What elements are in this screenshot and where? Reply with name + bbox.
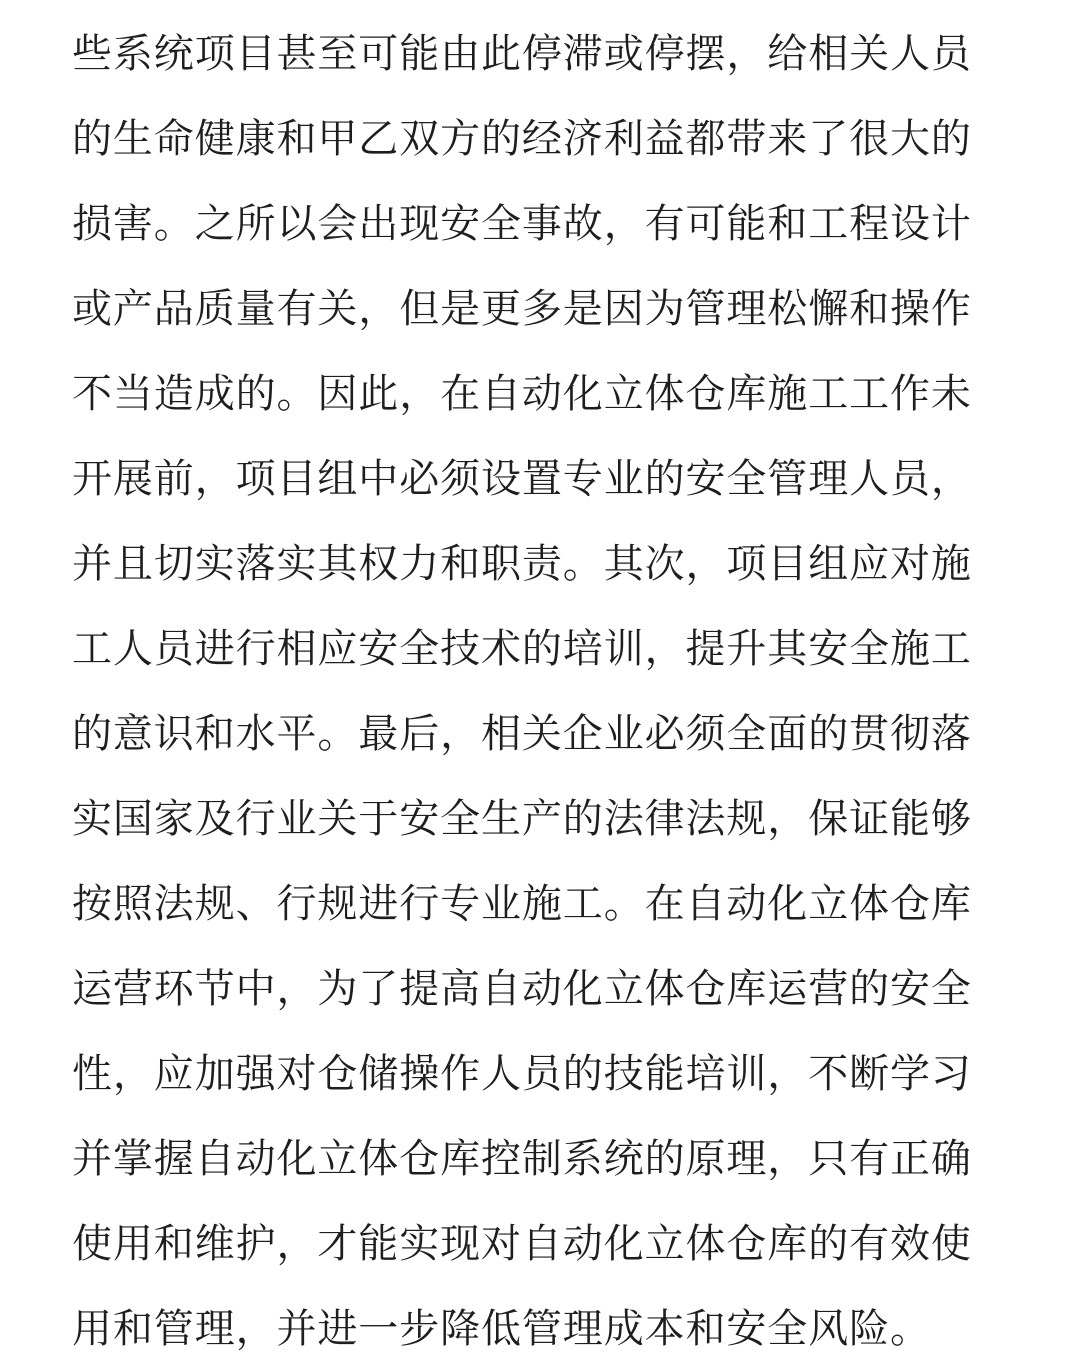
text-line: 运营环节中，为了提高自动化立体仓库运营的安全 [72,966,972,1012]
text-line: 实国家及行业关于安全生产的法律法规，保证能够 [72,796,972,842]
text-line: 性，应加强对仓储操作人员的技能培训，不断学习 [72,1051,972,1097]
text-line: 的意识和水平。最后，相关企业必须全面的贯彻落 [72,711,972,757]
text-line: 或产品质量有关，但是更多是因为管理松懈和操作 [72,286,972,332]
text-line: 按照法规、行规进行专业施工。在自动化立体仓库 [72,881,972,927]
text-line: 损害。之所以会出现安全事故，有可能和工程设计 [72,201,972,247]
text-line: 不当造成的。因此，在自动化立体仓库施工工作未 [72,371,972,417]
text-line: 使用和维护，才能实现对自动化立体仓库的有效使 [72,1221,972,1267]
text-line: 用和管理，并进一步降低管理成本和安全风险。 [72,1306,931,1352]
text-line: 的生命健康和甲乙双方的经济利益都带来了很大的 [72,116,972,162]
text-line: 开展前，项目组中必须设置专业的安全管理人员， [72,456,972,502]
article-text [72,12,1012,1372]
text-line: 些系统项目甚至可能由此停滞或停摆，给相关人员 [72,31,972,77]
text-line: 并且切实落实其权力和职责。其次，项目组应对施 [72,541,972,587]
text-line: 工人员进行相应安全技术的培训，提升其安全施工 [72,626,972,672]
text-line: 并掌握自动化立体仓库控制系统的原理，只有正确 [72,1136,972,1182]
